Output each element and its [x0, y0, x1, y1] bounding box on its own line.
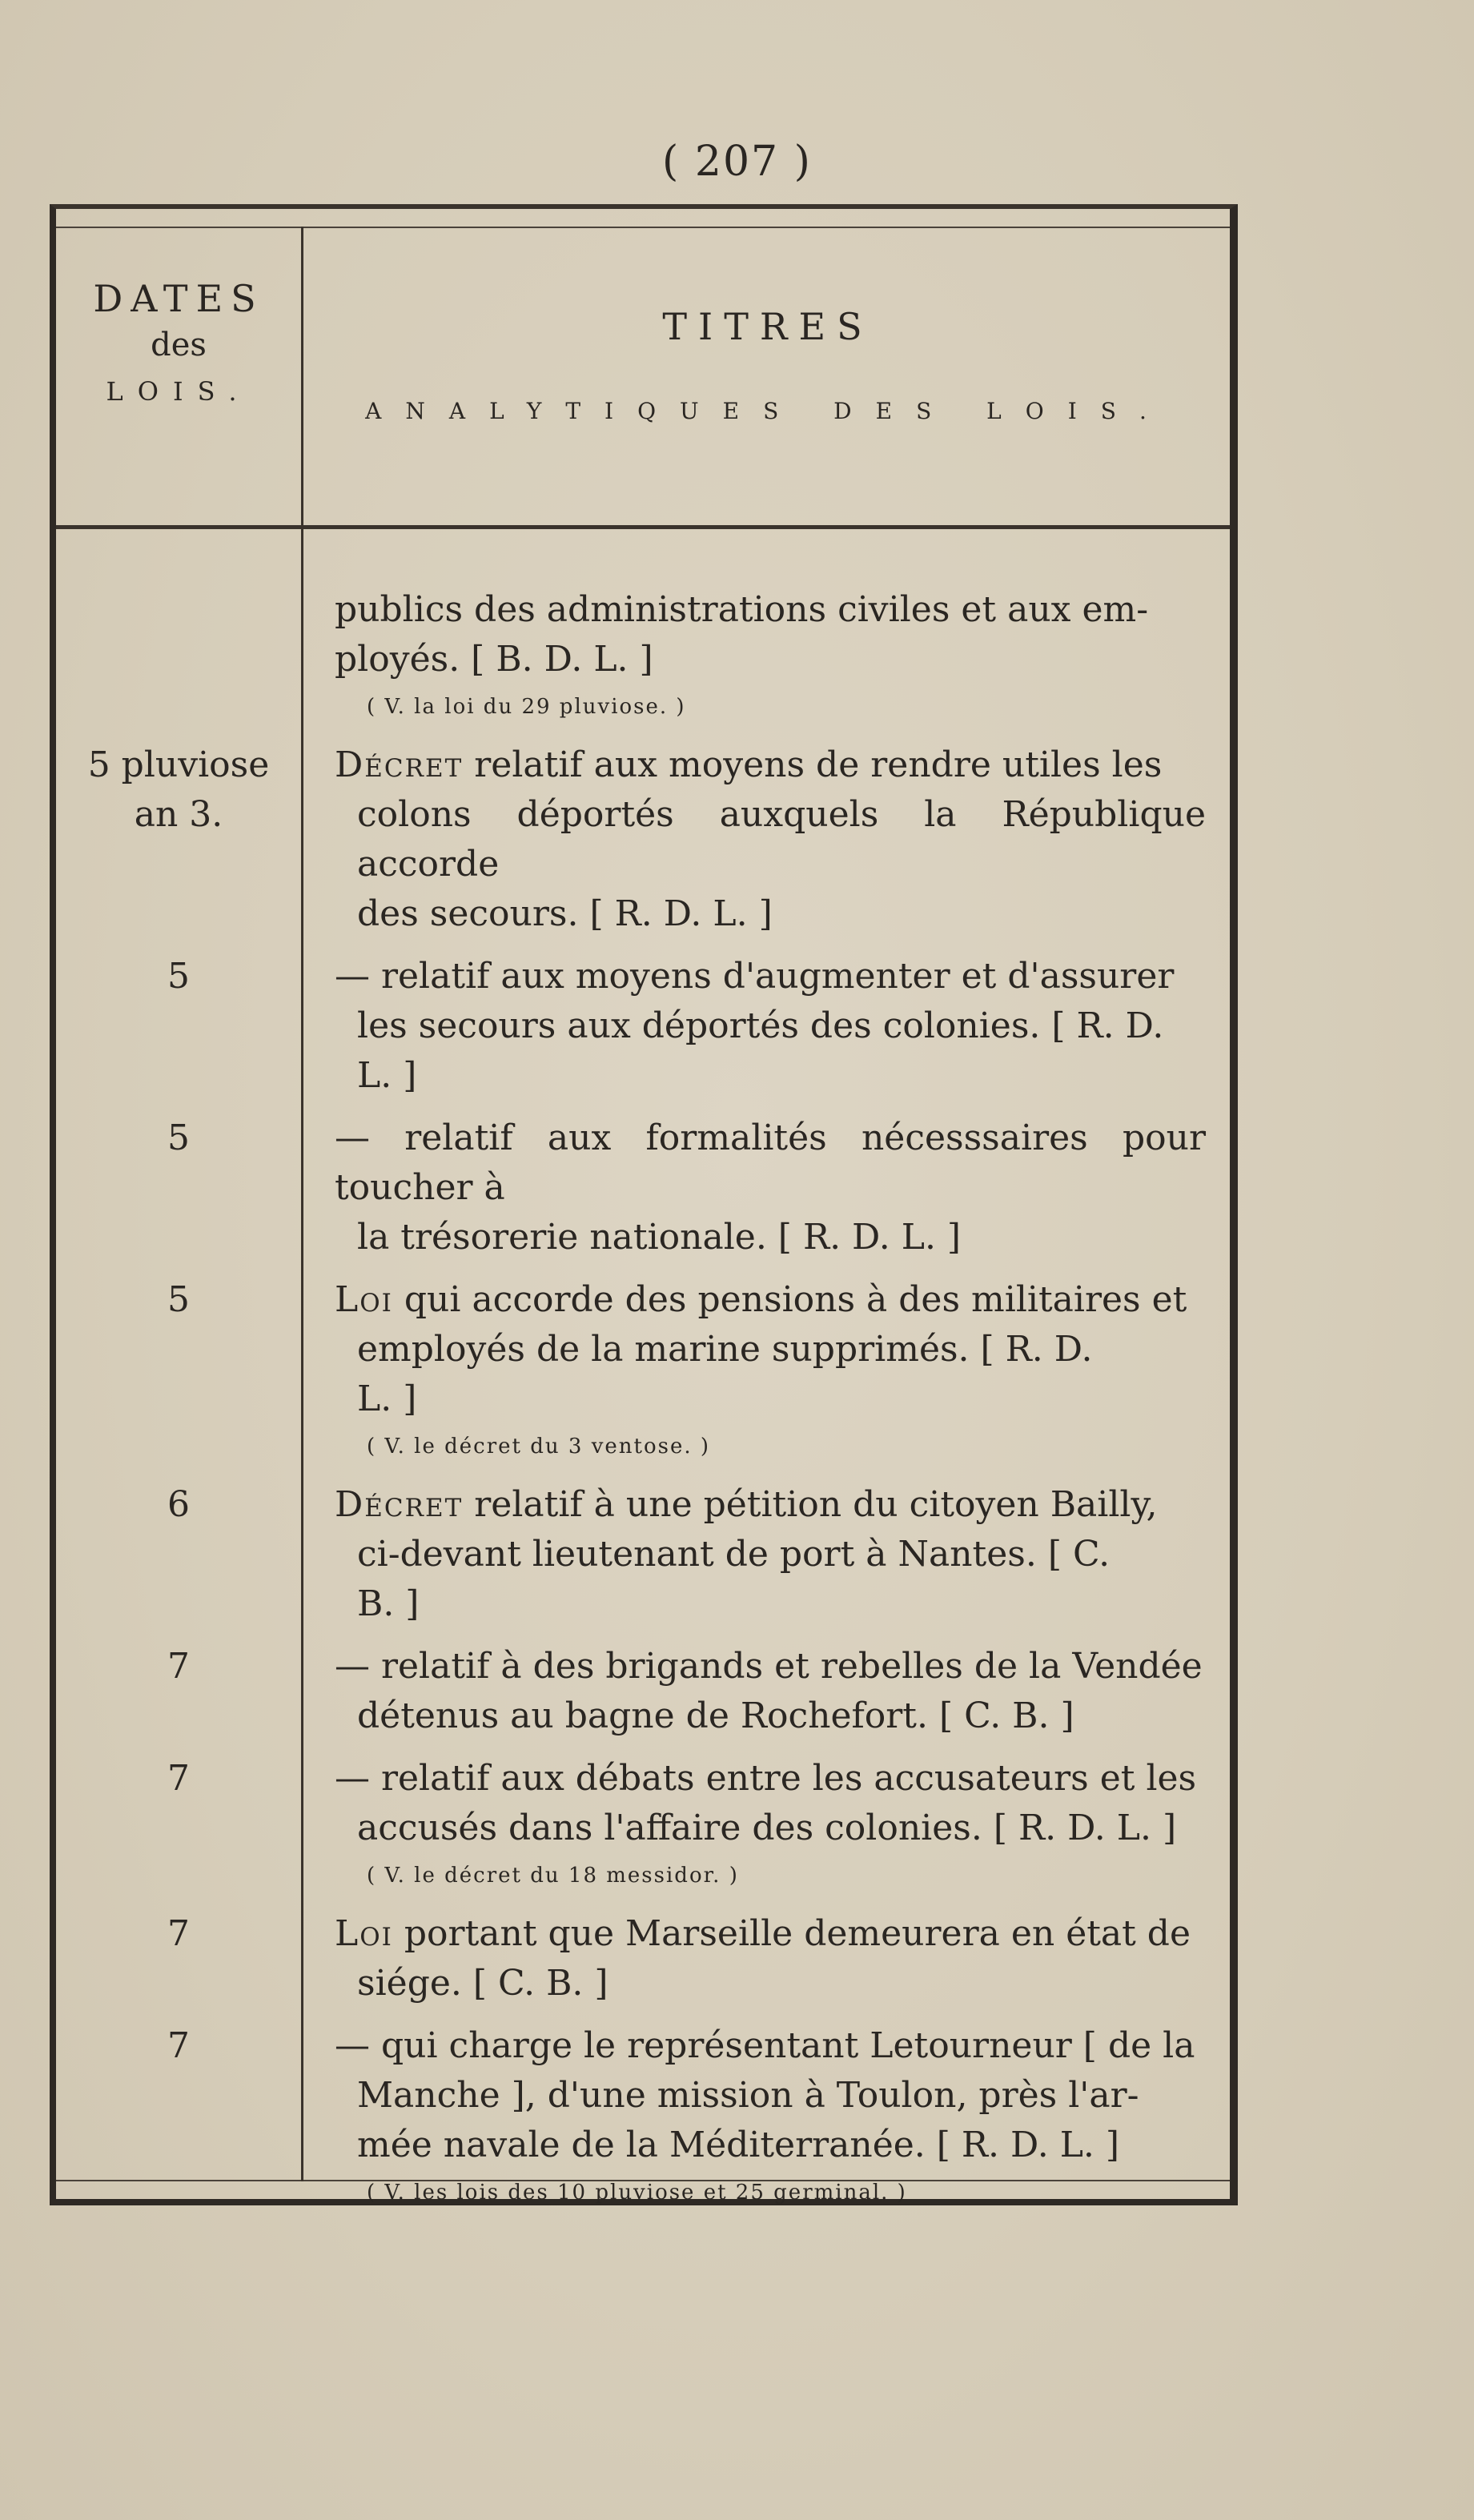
table-row [56, 585, 1230, 740]
entry-line [335, 2021, 1206, 2071]
entry-lead: — [335, 1118, 370, 1158]
entry-lead: — [335, 1646, 370, 1687]
page-number: ( 207 ) [662, 138, 812, 186]
row-gap [335, 1741, 1206, 1754]
entry-line-text: qui accorde des pensions à des militaires et [392, 1279, 1187, 1320]
entry-line: colons déportés auxquels la République accorde [357, 794, 1206, 885]
title-cell [301, 1642, 1230, 1754]
title-cell [301, 1114, 1230, 1275]
table-row [56, 1909, 1230, 2021]
title-cell [301, 1909, 1230, 2021]
table-row [56, 1275, 1230, 1480]
row-gap [335, 1101, 1206, 1114]
titles-header-line2: ANALYTIQUES DES LOIS. [365, 398, 1171, 424]
table-row [56, 1754, 1230, 1909]
cross-reference-note: ( V. la loi du 29 pluviose. ) [367, 695, 686, 719]
date-cell: 7 [167, 1913, 190, 1954]
row-gap [335, 939, 1206, 952]
entry-line-text: relatif à des brigands et rebelles de la Vendée [370, 1646, 1203, 1687]
entry-line: L. ] [357, 1055, 417, 1096]
entry-line: des secours. [ R. D. L. ] [357, 893, 773, 934]
entry-lead: Décret [335, 1484, 464, 1525]
entry-lead: Loi [335, 1913, 393, 1954]
entry-lead: Loi [335, 1279, 393, 1320]
cross-reference-note: ( V. le décret du 18 messidor. ) [367, 1864, 739, 1888]
row-gap [335, 2008, 1206, 2021]
entry-lead: Décret [335, 744, 464, 785]
titles-column-header [306, 305, 1230, 424]
title-cell [301, 1275, 1230, 1480]
entry-line [335, 1114, 1206, 1213]
entry-line: B. ] [357, 1583, 420, 1624]
entry-line: les secours aux déportés des colonies. [ R. D. [357, 1005, 1164, 1046]
title-cell [301, 1754, 1230, 1909]
entry-line-text: qui charge le représentant Letourneur [ de la [370, 2025, 1195, 2066]
entry-line [335, 1275, 1206, 1325]
table-row [56, 740, 1230, 952]
entry-line-text: relatif aux formalités nécesssaires pour toucher à [335, 1118, 1206, 1208]
entry-line [335, 740, 1206, 790]
date-cell: 7 [167, 2025, 190, 2066]
entry-line-text: relatif aux moyens d'augmenter et d'assurer [370, 956, 1175, 997]
table-frame [50, 204, 1238, 2205]
entry-line [335, 1642, 1206, 1691]
inner-top-rule [56, 227, 1230, 228]
date-text: 5 pluviose [87, 744, 270, 785]
entry-line: mée navale de la Méditerranée. [ R. D. L. ] [357, 2125, 1120, 2165]
dates-header-line3: LOIS. [106, 376, 251, 407]
entry-line: employés de la marine supprimés. [ R. D. [357, 1329, 1093, 1370]
entry-line-text: relatif aux moyens de rendre utiles les [463, 744, 1163, 785]
date-cell: 5 [167, 956, 190, 997]
row-gap [335, 1262, 1206, 1275]
date-cell: 6 [167, 1484, 190, 1525]
cross-reference-note: ( V. les lois des 10 pluviose et 25 germinal. ) [367, 2181, 907, 2205]
row-gap [335, 1629, 1206, 1642]
entry-line-text: relatif aux débats entre les accusateurs et les [370, 1758, 1197, 1799]
titles-header-line1: TITRES [662, 305, 874, 348]
entry-line: siége. [ C. B. ] [357, 1963, 608, 2004]
table-row [56, 1114, 1230, 1275]
entry-line: la trésorerie nationale. [ R. D. L. ] [357, 1217, 962, 1258]
date-cell: 5 [167, 1279, 190, 1320]
entry-lead: — [335, 956, 370, 997]
entry-line: accusés dans l'affaire des colonies. [ R. D. L. ] [357, 1808, 1177, 1848]
table-row [56, 2021, 1230, 2226]
cross-reference-note: ( V. le décret du 3 ventose. ) [367, 1435, 711, 1459]
entry-line: ci-devant lieutenant de port à Nantes. [ C. [357, 1534, 1111, 1575]
entry-lead: — [335, 1758, 370, 1799]
title-cell [301, 1480, 1230, 1642]
entry-line-text: relatif à une pétition du citoyen Bailly, [463, 1484, 1158, 1525]
table-row [56, 1642, 1230, 1754]
entry-line [335, 952, 1206, 1001]
date-cell: 5 [167, 1118, 190, 1158]
entry-line [335, 1754, 1206, 1804]
title-cell [301, 740, 1230, 952]
date-year: an 3. [134, 794, 223, 835]
title-cell [301, 585, 1230, 740]
header-rule [56, 525, 1230, 529]
date-cell [56, 740, 301, 840]
dates-header-line1: DATES [93, 277, 264, 320]
entry-line [335, 1480, 1206, 1530]
entry-line: détenus au bagne de Rochefort. [ C. B. ] [357, 1695, 1074, 1736]
entry-line: publics des administrations civiles et aux em- [335, 589, 1149, 630]
entry-line-text: portant que Marseille demeurera en état de [392, 1913, 1191, 1954]
dates-header-line2: des [151, 327, 207, 363]
entry-lead: — [335, 2025, 370, 2066]
title-cell [301, 2021, 1230, 2226]
date-cell: 7 [167, 1758, 190, 1799]
date-cell: 7 [167, 1646, 190, 1687]
entry-line: Manche ], d'une mission à Toulon, près l'ar- [357, 2075, 1139, 2116]
entry-line [335, 1909, 1206, 1959]
dates-column-header [56, 277, 301, 407]
title-cell [301, 952, 1230, 1114]
table-row [56, 1480, 1230, 1642]
entry-line: L. ] [357, 1378, 417, 1419]
table-row [56, 952, 1230, 1114]
entry-line: ployés. [ B. D. L. ] [335, 639, 653, 680]
entries [56, 585, 1230, 2226]
